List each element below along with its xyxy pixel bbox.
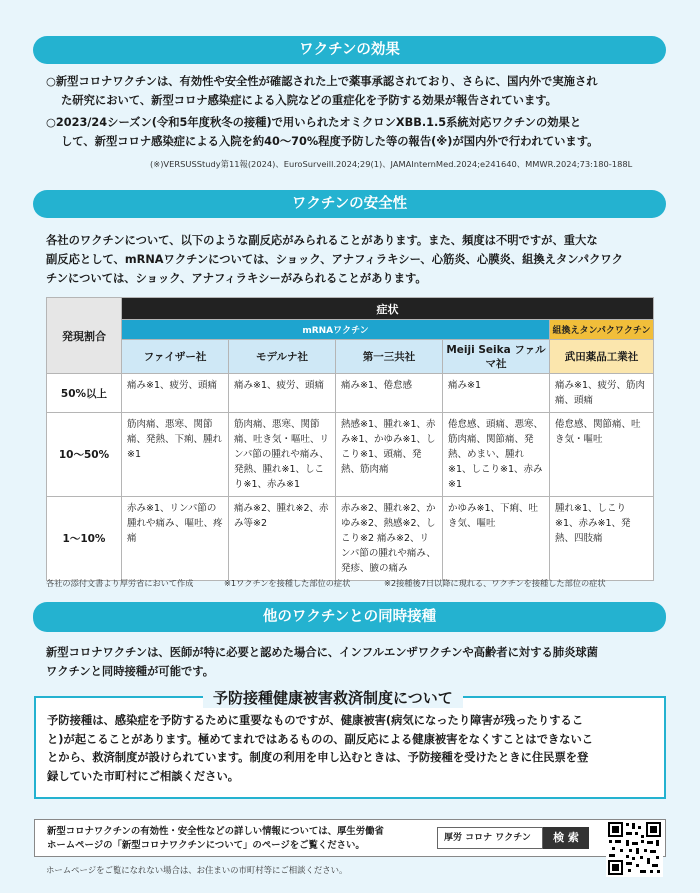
relief-system-text: 予防接種は、感染症を予防するために重要なものですが、健康被害(病気になったり障害が残ったりするこ と)が起こることがあります。極めてまれではあるものの、副反応による健康被害をなくすことはできないこ とから、救済制度が設けられています。制度の利用を申し込むときは、予防接種を受けたときに住民票を登 録していた市町村にご相談ください。 <box>47 714 594 783</box>
table-cell: 筋肉痛、悪寒、関節痛、吐き気・嘔吐、リンパ節の腫れや痛み、発熱、腫れ※1、しこり※1、赤み※1 <box>229 413 336 497</box>
side-effects-table <box>46 297 654 581</box>
symptoms-header: 症状 <box>122 298 654 320</box>
table-cell: かゆみ※1、下痢、吐き気、嘔吐 <box>443 497 550 581</box>
table-row <box>47 497 654 581</box>
effect-paragraph-1: ○新型コロナワクチンは、有効性や安全性が確認された上で薬事承認されており、さらに、国内外で実施され た研究において、新型コロナ感染症による入院などの重症化を予防する効果が報告されています。 <box>46 75 598 107</box>
relief-system-title: 予防接種健康被害救済制度について <box>203 687 463 708</box>
table-cell: 倦怠感、関節痛、吐き気・嘔吐 <box>550 413 654 497</box>
vendor-daiichi-sankyo: 第一三共社 <box>336 340 443 374</box>
table-cell: 赤み※1、リンパ節の腫れや痛み、嘔吐、疼痛 <box>122 497 229 581</box>
table-cell: 痛み※1 <box>443 374 550 413</box>
section-header-effect: ワクチンの効果 <box>33 36 666 64</box>
footnote-1: ※1ワクチンを接種した部位の症状 <box>224 578 351 588</box>
qr-code-icon <box>606 820 663 877</box>
table-cell: 腫れ※1、しこり※1、赤み※1、発熱、四肢痛 <box>550 497 654 581</box>
table-cell: 痛み※1、疲労、頭痛 <box>229 374 336 413</box>
row-label: 10〜50% <box>47 413 122 497</box>
table-row <box>47 374 654 413</box>
effect-paragraph-2: ○2023/24シーズン(令和5年度秋冬の接種)で用いられたオミクロンXBB.1.5系統対応ワクチンの効果と して、新型コロナ感染症による入院を約40〜70%程度予防した等の報告(※)が国内外で行われています。 <box>46 116 599 148</box>
info-text: 新型コロナワクチンの有効性・安全性などの詳しい情報については、厚生労働省 ホームページの「新型コロナワクチンについて」のページをご覧ください。 <box>47 826 384 851</box>
vendor-pfizer: ファイザー社 <box>122 340 229 374</box>
search-button[interactable]: 検 索 <box>543 827 589 849</box>
row-label: 50%以上 <box>47 374 122 413</box>
row-label: 1〜10% <box>47 497 122 581</box>
vendor-meiji-seika: Meiji Seika ファルマ社 <box>443 340 550 374</box>
table-cell: 痛み※1、疲労、頭痛 <box>122 374 229 413</box>
frequency-header: 発現割合 <box>47 298 122 374</box>
footnote-2: ※2接種後7日以降に現れる、ワクチンを接種した部位の症状 <box>384 578 606 588</box>
safety-intro: 各社のワクチンについて、以下のような副反応がみられることがあります。また、頻度は不明ですが、重大な 副反応として、mRNAワクチンについては、ショック、アナフィラキシー、心筋炎、心膜炎、組換えタンパクワク チンについては、ショック、アナフィラキシーがみられることがあります。 <box>46 234 623 285</box>
table-row <box>47 413 654 497</box>
table-cell: 熱感※1、腫れ※1、赤み※1、かゆみ※1、しこり※1、頭痛、発熱、筋肉痛 <box>336 413 443 497</box>
search-input[interactable]: 厚労 コロナ ワクチン <box>437 827 543 849</box>
coadmin-paragraph: 新型コロナワクチンは、医師が特に必要と認めた場合に、インフルエンザワクチンや高齢者に対する肺炎球菌 ワクチンと同時接種が可能です。 <box>46 646 598 678</box>
table-cell: 倦怠感、頭痛、悪寒、筋肉痛、関節痛、発熱、めまい、腫れ※1、しこり※1、赤み※1 <box>443 413 550 497</box>
table-source-note: 各社の添付文書より厚労省において作成 <box>46 578 194 588</box>
table-cell: 赤み※2、腫れ※2、かゆみ※2、熱感※2、しこり※2 痛み※2、リンパ節の腫れや痛み、発疹、腋の痛み <box>336 497 443 581</box>
table-cell: 筋肉痛、悪寒、関節痛、発熱、下痢、腫れ※1 <box>122 413 229 497</box>
table-cell: 痛み※2、腫れ※2、赤み等※2 <box>229 497 336 581</box>
section-header-coadministration: 他のワクチンとの同時接種 <box>33 602 666 632</box>
mrna-vaccine-header: mRNAワクチン <box>122 320 550 340</box>
table-cell: 痛み※1、倦怠感 <box>336 374 443 413</box>
recombinant-vaccine-header: 組換えタンパクワクチン <box>550 320 654 340</box>
section-header-safety: ワクチンの安全性 <box>33 190 666 218</box>
vendor-takeda: 武田薬品工業社 <box>550 340 654 374</box>
table-cell: 痛み※1、疲労、筋肉痛、頭痛 <box>550 374 654 413</box>
effect-reference: (※)VERSUSStudy第11報(2024)、EuroSurveill.2024;29(1)、JAMAInternMed.2024;e241640、MMWR.2024;73:180-188L <box>150 159 633 169</box>
qr-code[interactable] <box>606 820 663 877</box>
footer-note: ホームページをご覧になれない場合は、お住まいの市町村等にご相談ください。 <box>46 865 348 875</box>
vendor-moderna: モデルナ社 <box>229 340 336 374</box>
